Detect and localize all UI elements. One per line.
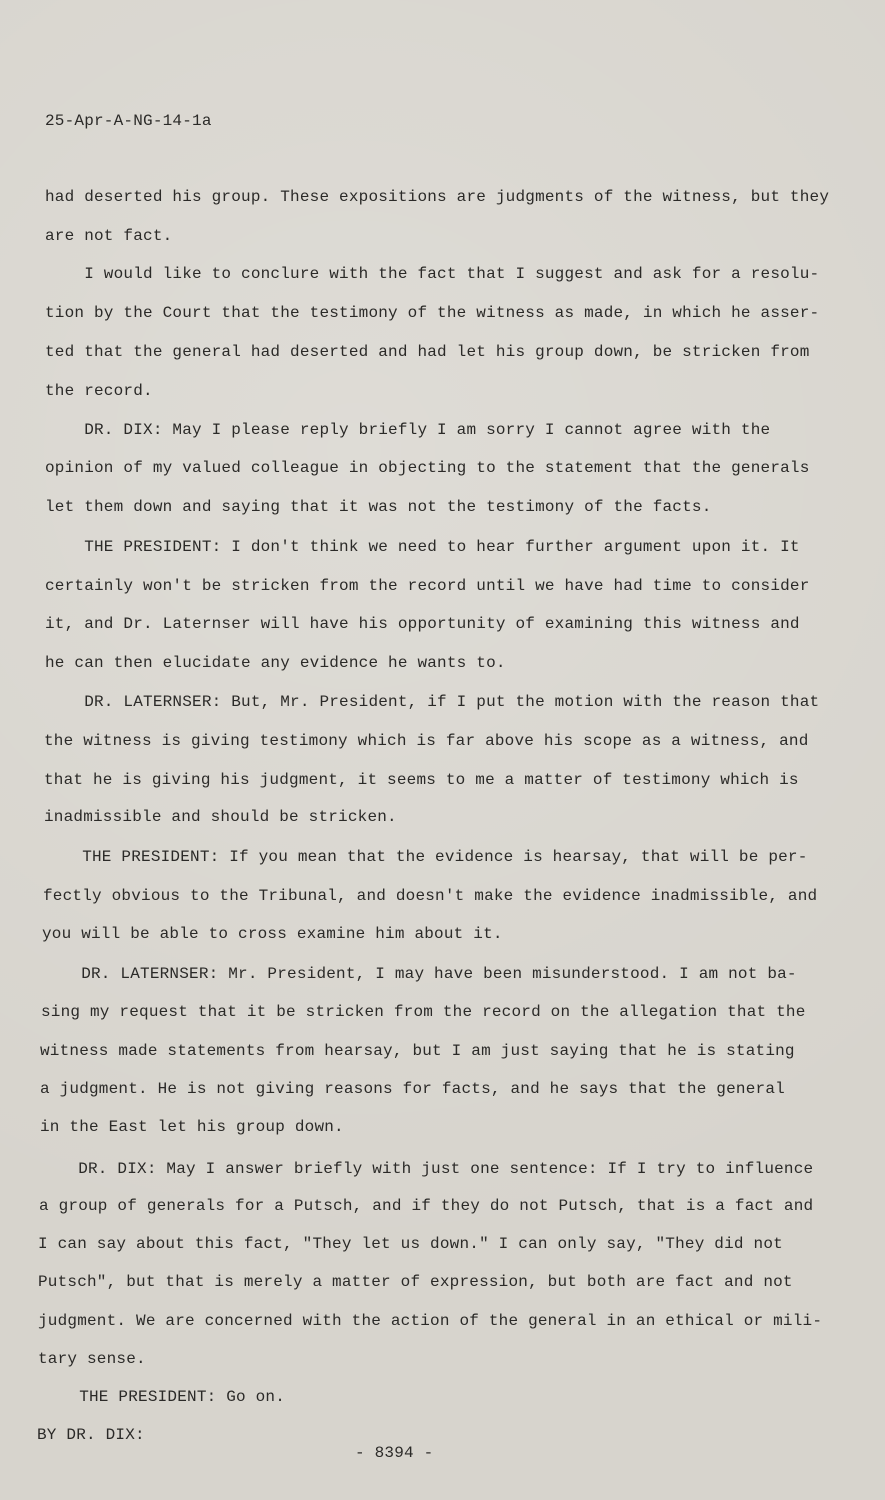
text-line: THE PRESIDENT: Go on. — [40, 1388, 286, 1406]
header-id: 25-Apr-A-NG-14-1a — [45, 112, 212, 130]
text-line: DR. LATERNSER: But, Mr. President, if I put the motion with the reason that — [45, 693, 820, 711]
text-line: Putsch", but that is merely a matter of expression, but both are fact and not — [38, 1273, 793, 1291]
text-line: opinion of my valued colleague in objecting to the statement that the generals — [45, 459, 810, 477]
text-line: witness made statements from hearsay, but I am just saying that he is stating — [40, 1042, 795, 1060]
text-line: judgment. We are concerned with the action of the general in an ethical or mili- — [38, 1312, 823, 1330]
text-line: fectly obvious to the Tribunal, and doesn't make the evidence inadmissible, and — [43, 887, 818, 905]
text-line: THE PRESIDENT: I don't think we need to hear further argument upon it. It — [45, 538, 800, 556]
text-line: let them down and saying that it was not the testimony of the facts. — [45, 498, 712, 516]
text-line: the record. — [45, 382, 153, 400]
text-line: ted that the general had deserted and had let his group down, be stricken from — [45, 343, 810, 361]
text-line: tion by the Court that the testimony of the witness as made, in which he asser- — [45, 304, 820, 322]
text-line: that he is giving his judgment, it seems to me a matter of testimony which is — [44, 771, 799, 789]
text-line: certainly won't be stricken from the record until we have had time to consider — [45, 577, 810, 595]
text-line: I can say about this fact, "They let us down." I can only say, "They did not — [38, 1235, 783, 1253]
text-line: tary sense. — [38, 1350, 146, 1368]
text-line: in the East let his group down. — [40, 1118, 344, 1136]
text-line: the witness is giving testimony which is far above his scope as a witness, and — [44, 732, 809, 750]
text-line: it, and Dr. Laternser will have his opportunity of examining this witness and — [45, 615, 800, 633]
text-line: DR. LATERNSER: Mr. President, I may have been misunderstood. I am not ba- — [42, 965, 797, 983]
text-line: THE PRESIDENT: If you mean that the evidence is hearsay, that will be per- — [43, 848, 808, 866]
text-line: DR. DIX: May I answer briefly with just one sentence: If I try to influence — [39, 1160, 814, 1178]
page-number: - 8394 - — [355, 1444, 434, 1462]
text-line: a group of generals for a Putsch, and if they do not Putsch, that is a fact and — [39, 1197, 814, 1215]
text-line: had deserted his group. These expositions are judgments of the witness, but they — [45, 188, 830, 206]
text-line: BY DR. DIX: — [37, 1426, 145, 1444]
text-line: he can then elucidate any evidence he wants to. — [45, 654, 506, 672]
text-line: sing my request that it be stricken from the record on the allegation that the — [41, 1003, 806, 1021]
text-line: a judgment. He is not giving reasons for facts, and he says that the general — [40, 1080, 785, 1098]
text-line: DR. DIX: May I please reply briefly I am sorry I cannot agree with the — [45, 421, 771, 439]
text-line: are not fact. — [45, 227, 173, 245]
text-line: you will be able to cross examine him about it. — [42, 925, 503, 943]
text-line: inadmissible and should be stricken. — [44, 808, 397, 826]
text-line: I would like to conclure with the fact that I suggest and ask for a resolu- — [45, 265, 820, 283]
